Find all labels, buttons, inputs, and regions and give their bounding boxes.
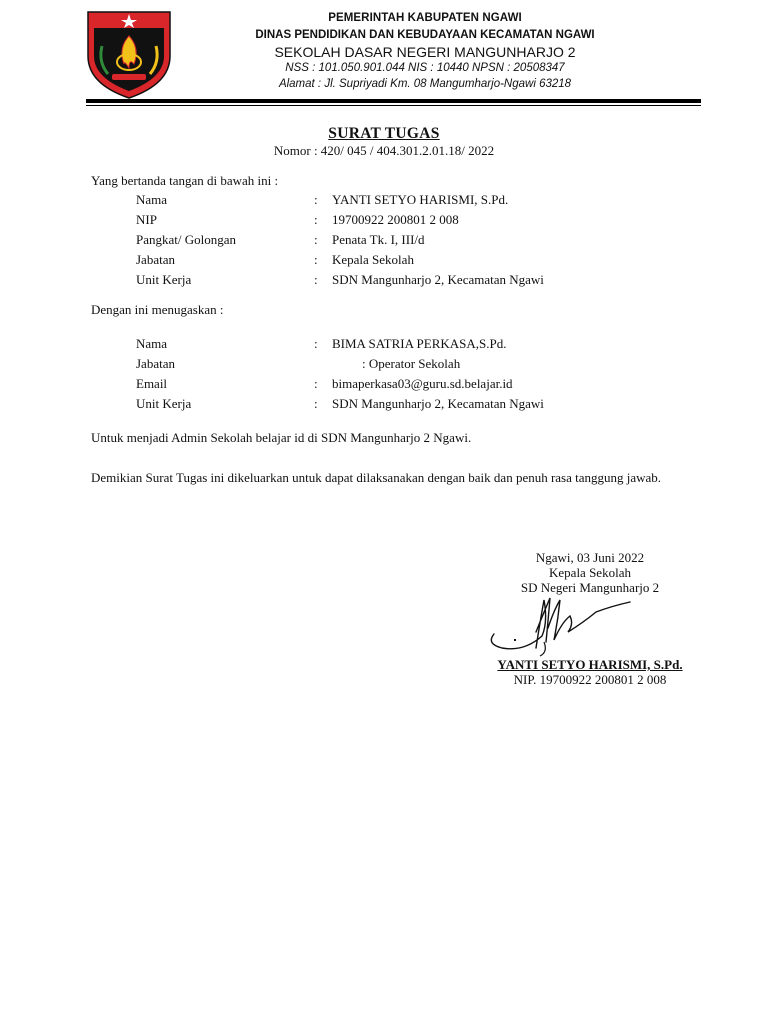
document-title: SURAT TUGAS: [328, 125, 440, 142]
field-label: Jabatan: [136, 356, 175, 371]
field-colon: :: [314, 252, 318, 267]
intro-text: Yang bertanda tangan di bawah ini :: [91, 173, 279, 188]
field-value: SDN Mangunharjo 2, Kecamatan Ngawi: [332, 396, 544, 411]
field-value: 19700922 200801 2 008: [332, 212, 459, 227]
field-value: BIMA SATRIA PERKASA,S.Pd.: [332, 336, 507, 351]
handwritten-signature-icon: [484, 592, 634, 660]
assign-intro-text: Dengan ini menugaskan :: [91, 302, 224, 317]
signature-position: Kepala Sekolah: [549, 565, 631, 580]
field-value: Penata Tk. I, III/d: [332, 232, 425, 247]
field-colon: :: [314, 396, 318, 411]
letterhead: [240, 0, 610, 96]
field-value: SDN Mangunharjo 2, Kecamatan Ngawi: [332, 272, 544, 287]
regency-emblem-icon: [84, 6, 174, 100]
field-label: Unit Kerja: [136, 396, 192, 411]
field-value: YANTI SETYO HARISMI, S.Pd.: [332, 192, 509, 207]
field-value: Kepala Sekolah: [332, 252, 414, 267]
letterhead-divider-thick: [86, 99, 701, 103]
field-colon: :: [314, 192, 318, 207]
header-school-ids: NSS : 101.050.901.044 NIS : 10440 NPSN : 20508347: [285, 62, 565, 74]
field-label: Jabatan: [136, 252, 175, 267]
field-colon: :: [314, 232, 318, 247]
field-label: Email: [136, 376, 168, 391]
field-label: Unit Kerja: [136, 272, 192, 287]
header-school-name: SEKOLAH DASAR NEGERI MANGUNHARJO 2: [274, 44, 576, 60]
letterhead-divider-thin: [86, 105, 701, 106]
field-colon: :: [314, 212, 318, 227]
field-label: Nama: [136, 336, 168, 351]
field-label: NIP: [136, 212, 157, 227]
header-government: PEMERINTAH KABUPATEN NGAWI: [328, 12, 522, 24]
closing-paragraph: Demikian Surat Tugas ini dikeluarkan untuk dapat dilaksanakan dengan baik dan penuh rasa tanggung jawab.: [91, 470, 662, 485]
field-value: : Operator Sekolah: [362, 356, 461, 371]
signatory-name: YANTI SETYO HARISMI, S.Pd.: [497, 657, 683, 672]
field-colon: :: [314, 376, 318, 391]
document-number: Nomor : 420/ 045 / 404.301.2.01.18/ 2022: [273, 143, 495, 158]
header-address: Alamat : Jl. Supriyadi Km. 08 Mangumharjo-Ngawi 63218: [278, 78, 572, 90]
field-label: Nama: [136, 192, 168, 207]
signature-block: [480, 550, 700, 595]
header-department: DINAS PENDIDIKAN DAN KEBUDAYAAN KECAMATAN NGAWI: [255, 29, 595, 41]
field-colon: :: [314, 272, 318, 287]
field-colon: :: [314, 336, 318, 351]
signatory-nip: NIP. 19700922 200801 2 008: [513, 672, 667, 687]
signature-school: SD Negeri Mangunharjo 2: [520, 580, 660, 595]
purpose-paragraph: Untuk menjadi Admin Sekolah belajar id di SDN Mangunharjo 2 Ngawi.: [91, 430, 472, 445]
field-label: Pangkat/ Golongan: [136, 232, 237, 247]
field-value: bimaperkasa03@guru.sd.belajar.id: [332, 376, 513, 391]
signature-place-date: Ngawi, 03 Juni 2022: [535, 550, 645, 565]
